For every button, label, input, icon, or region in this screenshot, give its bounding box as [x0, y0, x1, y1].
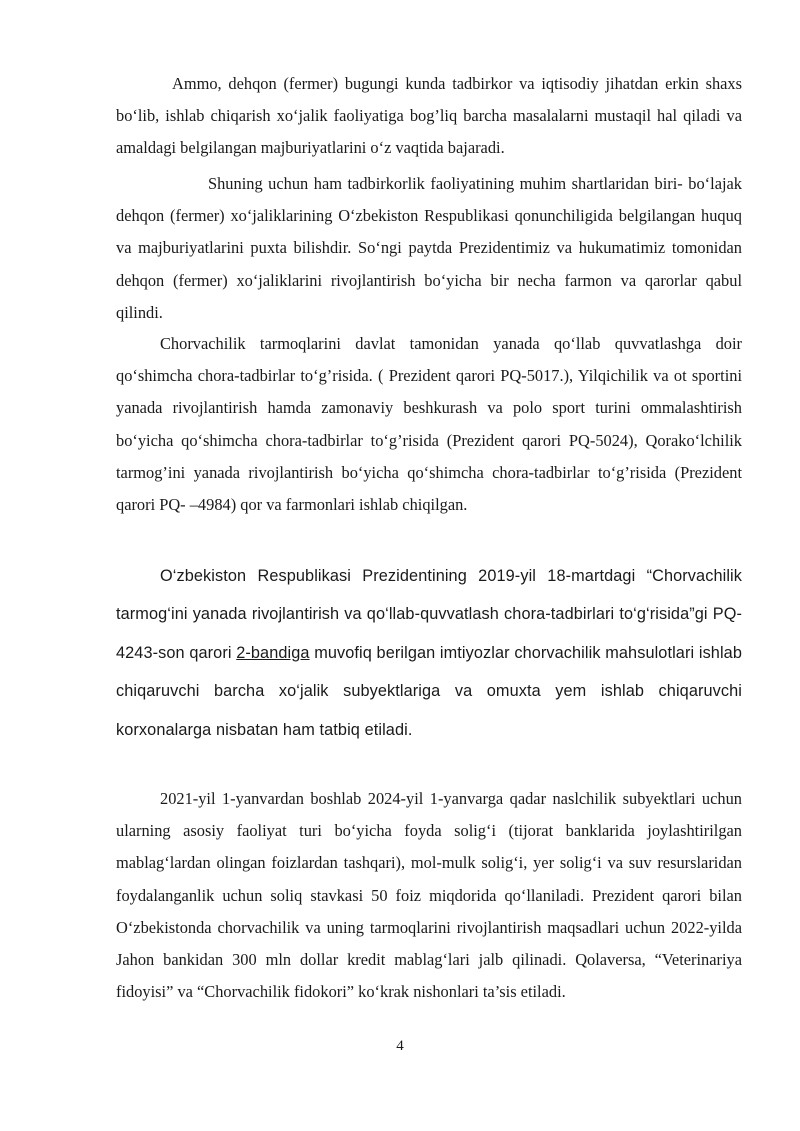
paragraph-4 [116, 557, 742, 749]
bandiga-link[interactable]: 2-bandiga [236, 643, 310, 662]
paragraph-1: Ammo, dehqon (fermer) bugungi kunda tadbirkor va iqtisodiy jihatdan erkin shaxs bo‘lib, ishlab chiqarish xo‘jalik faoliyatiga bog’liq barcha masalalarni mustaqil hal qiladi va amaldagi belgilangan majburiyatlarini o‘z vaqtida bajaradi. [116, 74, 742, 158]
page-number: 4 [396, 1038, 404, 1054]
paragraph-4-text-before: O‘zbekiston Respublikasi Prezidentining 2019-yil 18-martdagi “Chorvachilik tarmog‘ini yanada rivojlantirish va qo‘llab-quvvatlash chora-tadbirlari to‘g‘risida”gi PQ-4243-son qarori [116, 567, 742, 662]
paragraph-4-text-after: muvofiq berilgan imtiyozlar chorvachilik mahsulotlari ishlab chiqaruvchi barcha xo‘jalik subyektlariga va omuxta yem ishlab chiqaruvchi korxonalarga nisbatan ham tatbiq etiladi. [116, 643, 742, 739]
paragraph-5: 2021-yil 1-yanvardan boshlab 2024-yil 1-yanvarga qadar naslchilik subyektlari uchun ularning asosiy faoliyat turi bo‘yicha foyda solig‘i (tijorat banklarida joylashtirilgan mablag‘lardan olingan foizlardan tashqari), mol-mulk solig‘i, yer solig‘i va suv resurslaridan foydalanganlik uchun soliq stavkasi 50 foiz miqdorida qo‘llaniladi. Prezident qarori bilan O‘zbekistonda chorvachilik va uning tarmoqlarini rivojlantirish maqsadlari uchun 2022-yilda Jahon bankidan 300 mln dollar kredit mablag‘lari jalb qilinadi. Qolaversa, “Veterinariya fidoyisi” va “Chorvachilik fidokori” ko‘krak nishonlari ta’sis etiladi. [116, 789, 742, 1002]
paragraph-2: Shuning uchun ham tadbirkorlik faoliyatining muhim shartlaridan biri- bo‘lajak dehqon (fermer) xo‘jaliklarining O‘zbekiston Respublikasi qonunchiligida belgilangan huquq va majburiyatlarini puxta bilishdir. So‘ngi paytda Prezidentimiz va hukumatimiz tomonidan dehqon (fermer) xo‘jaliklarini rivojlantirish bo‘yicha bir necha farmon va qarorlar qabul qilindi. [116, 174, 742, 322]
paragraph-3: Chorvachilik tarmoqlarini davlat tamonidan yanada qo‘llab quvvatlashga doir qo‘shimcha chora-tadbirlar to‘g’risida. ( Prezident qarori PQ-5017.), Yilqichilik va ot sportini yanada rivojlantirish hamda zamonaviy beshkurash va polo sport turini ommalashtirish bo‘yicha qo‘shimcha chora-tadbirlar to‘g’risida (Prezident qarori PQ-5024), Qorako‘lchilik tarmog’ini yanada rivojlantirish bo‘yicha qo‘shimcha chora-tadbirlar to‘g’risida (Prezident qarori PQ- –4984) qor va farmonlari ishlab chiqilgan. [116, 334, 742, 515]
